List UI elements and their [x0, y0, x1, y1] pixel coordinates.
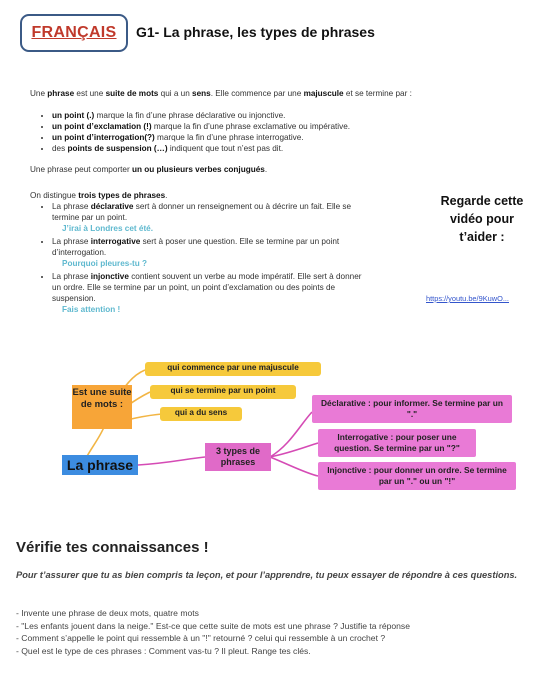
mindmap-def-item: qui a du sens [160, 407, 242, 421]
punctuation-list [30, 110, 430, 154]
video-link[interactable]: https://youtu.be/9KuwO... [426, 294, 509, 303]
subject-label: FRANÇAIS [31, 24, 117, 41]
types-list [30, 201, 370, 315]
list-item: - Comment s’appelle le point qui ressemble à un "!" retourné ? celui qui ressemble à un crochet ? [16, 633, 386, 643]
lesson-title: G1- La phrase, les types de phrases [136, 24, 375, 40]
review-intro: Pour t’assurer que tu as bien compris ta leçon, et pour l’apprendre, tu peux essayer de répondre à ces questions. [16, 570, 518, 580]
list-item: • un point d’exclamation (!) marque la fin d’une phrase exclamative ou impérative. [52, 121, 430, 132]
mindmap-type-item: Injonctive : pour donner un ordre. Se termine par un "." ou un "!" [318, 462, 516, 490]
mindmap-types-node: 3 types de phrases [205, 443, 271, 471]
mindmap-type-item: Interrogative : pour poser une question. Se termine par un "?" [318, 429, 476, 457]
mindmap-def-item: qui commence par une majuscule [145, 362, 321, 376]
mindmap-def-item: qui se termine par un point [150, 385, 296, 399]
review-questions [16, 608, 540, 658]
list-item: - Quel est le type de ces phrases : Comment vas-tu ? Il pleut. Range tes clés. [16, 645, 311, 656]
list-item: • un point d’interrogation(?) marque la fin d’une phrase interrogative. [52, 132, 430, 143]
video-prompt: Regarde cette vidéo pour t’aider : [440, 194, 524, 244]
list-item: • des points de suspension (…) indiquent que tout n’est pas dit. [52, 143, 430, 154]
list-item: - "Les enfants jouent dans la neige." Est-ce que cette suite de mots est une phrase ? Justifie ta réponse [16, 620, 411, 631]
mindmap-definition-node: Est une suite de mots : [72, 385, 132, 429]
list-item: • La phrase injonctive contient souvent un verbe au mode impératif. Elle sert à donner un ordre. Elle se termine par un point, un point d’exclamation ou des points de suspension. [52, 271, 370, 304]
list-item: • un point (.) marque la fin d’une phrase déclarative ou injonctive. [52, 110, 430, 121]
list-item: - Invente une phrase de deux mots, quatre mots [16, 608, 199, 618]
example-injonctive: Fais attention ! [62, 305, 121, 314]
example-interrogative: Pourquoi pleures-tu ? [62, 259, 148, 268]
list-item: • La phrase interrogative sert à poser une question. Elle se termine par un point d’interrogation. [52, 236, 370, 258]
mindmap-type-item: Déclarative : pour informer. Se termine par un "." [312, 395, 512, 423]
review-title: Vérifie tes connaissances ! [16, 539, 209, 556]
example-declarative: J’irai à Londres cet été. [62, 224, 154, 233]
list-item: • La phrase déclarative sert à donner un renseignement ou à décrire un fait. Elle se termine par un point. [52, 201, 370, 223]
subject-badge [20, 14, 128, 52]
lesson-definition: Une phrase est une suite de mots qui a un sens. Elle commence par une majuscule et se termine par : [30, 89, 412, 98]
mindmap-center: La phrase [62, 455, 138, 475]
verbs-sentence: Une phrase peut comporter un ou plusieurs verbes conjugués. [30, 165, 268, 174]
types-intro: On distingue trois types de phrases. [30, 191, 168, 200]
